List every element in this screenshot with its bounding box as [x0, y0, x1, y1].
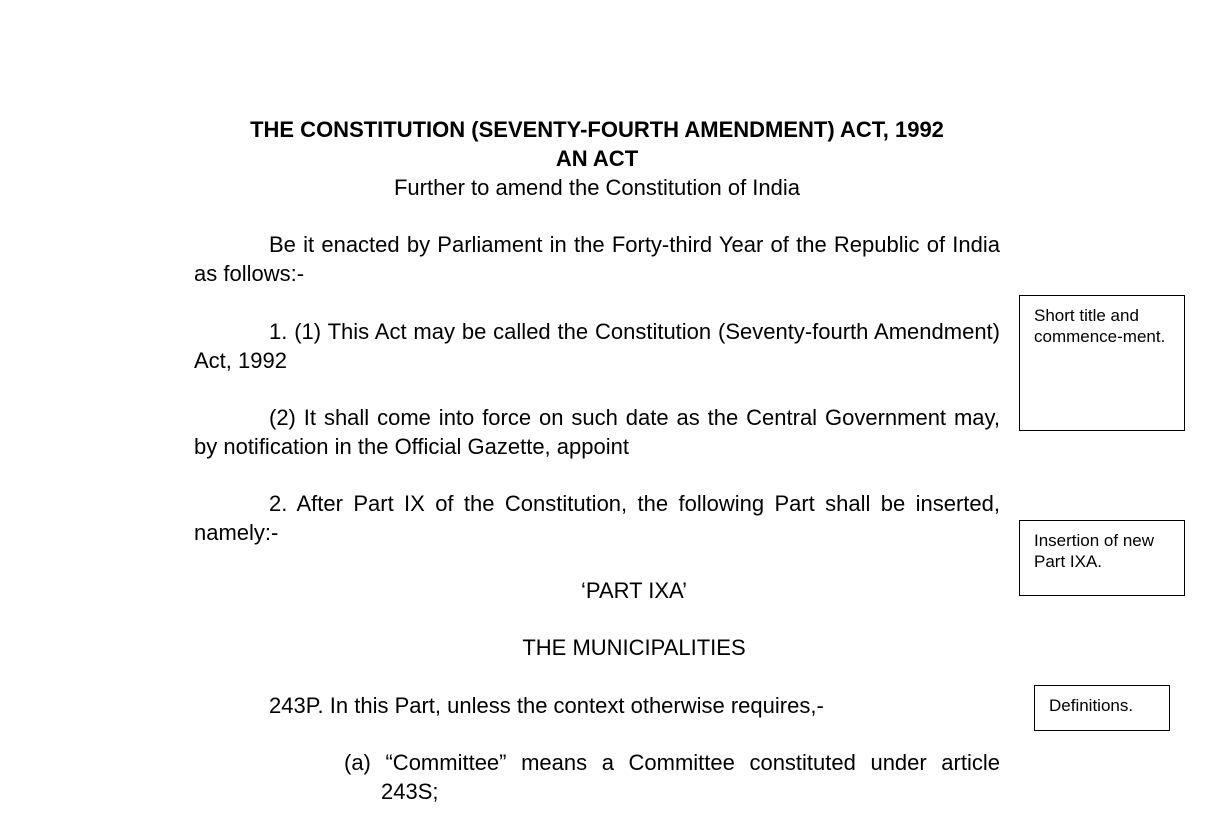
- enacting-clause: Be it enacted by Parliament in the Forty-third Year of the Republic of India as follows:-: [194, 232, 1000, 286]
- margin-note-short-title: Short title and commence-ment.: [1019, 295, 1185, 431]
- article-243p-intro: 243P. In this Part, unless the context otherwise requires,-: [269, 693, 824, 718]
- section-2: 2. After Part IX of the Constitution, the following Part shall be inserted, namely:-: [194, 491, 1000, 545]
- part-heading: ‘PART IXA’: [581, 578, 687, 603]
- section-1-1: 1. (1) This Act may be called the Constitution (Seventy-fourth Amendment) Act, 1992: [194, 319, 1000, 373]
- margin-note-definitions: Definitions.: [1034, 685, 1170, 731]
- clause-a: (a) “Committee” means a Committee constituted under article 243S;: [344, 750, 1000, 804]
- section-1-2: (2) It shall come into force on such date as the Central Government may, by notification in the Official Gazette, appoint: [194, 405, 1000, 459]
- part-name: THE MUNICIPALITIES: [522, 635, 746, 660]
- act-label: AN ACT: [555, 146, 639, 171]
- act-subtitle: Further to amend the Constitution of India: [393, 175, 800, 200]
- margin-note-insertion: Insertion of new Part IXA.: [1019, 520, 1185, 596]
- act-title: THE CONSTITUTION (SEVENTY-FOURTH AMENDMENT) ACT, 1992: [250, 117, 944, 142]
